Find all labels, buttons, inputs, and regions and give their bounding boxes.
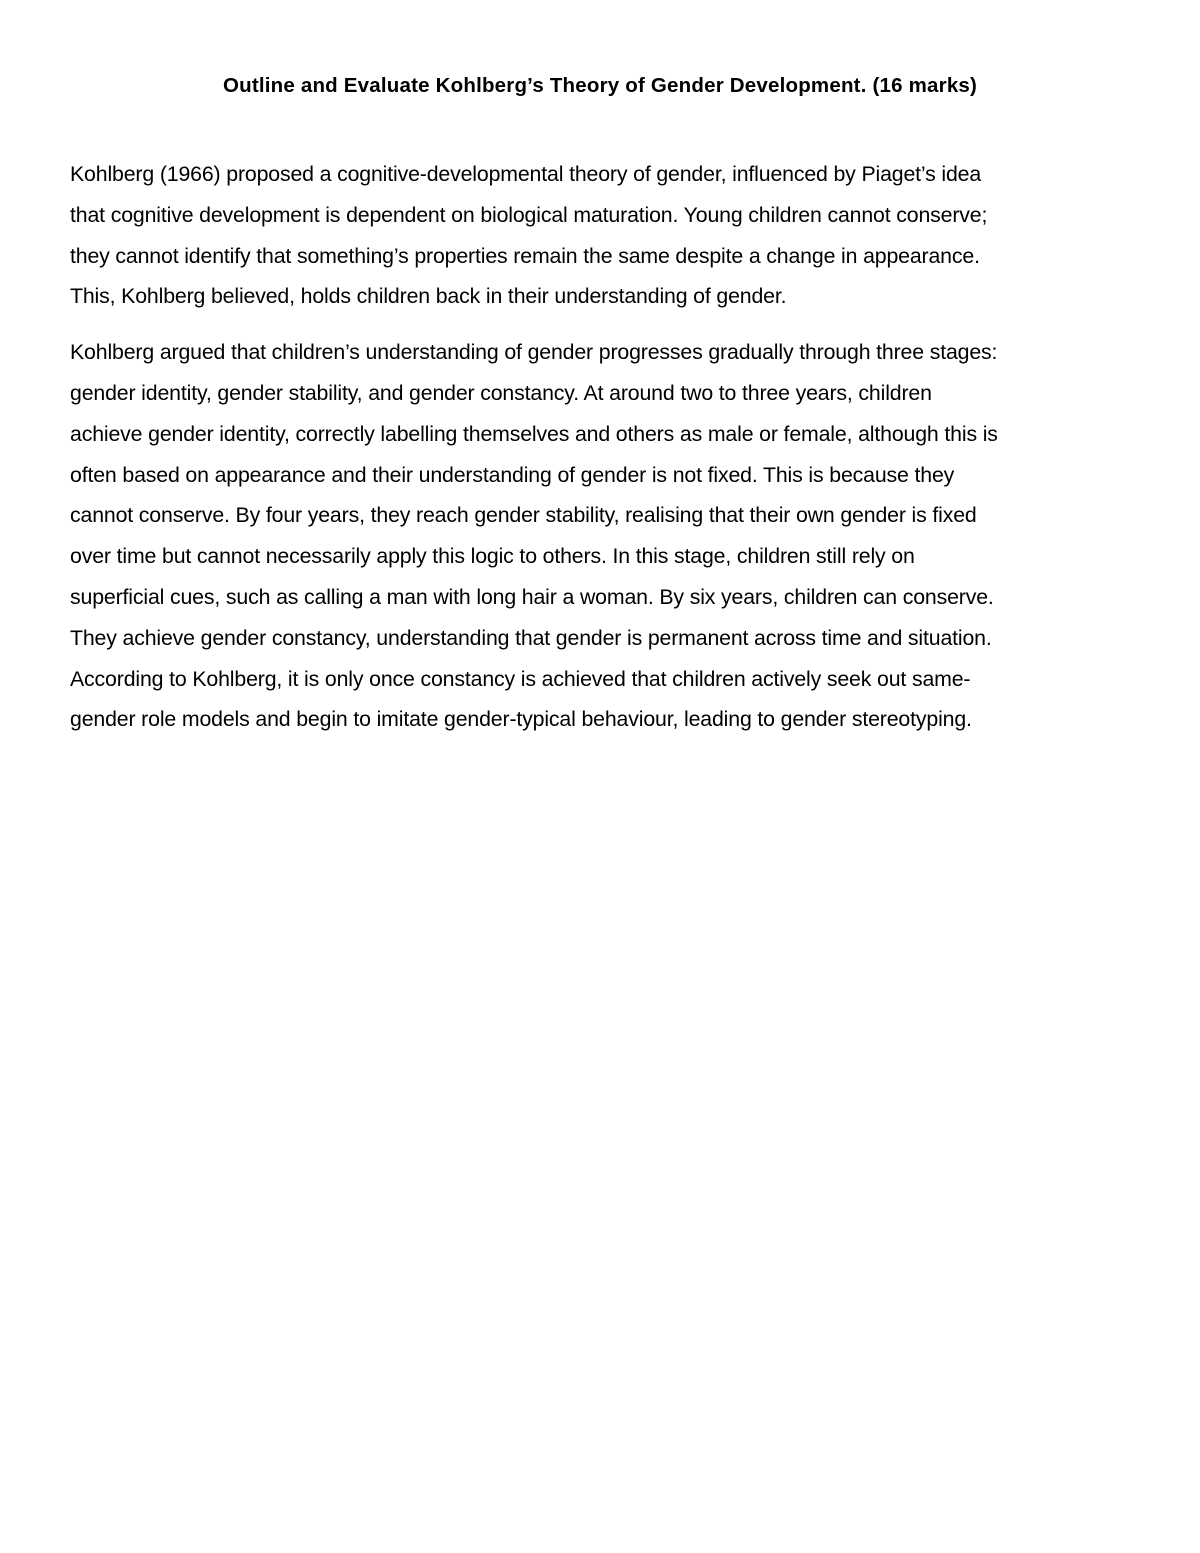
text-line: This, Kohlberg believed, holds children back in their understanding of gender. [70, 284, 787, 309]
text-line: They achieve gender constancy, understanding that gender is permanent across time and situation. [70, 625, 992, 650]
paragraph-stages [70, 332, 1132, 740]
text-line: According to Kohlberg, it is only once constancy is achieved that children actively seek out same- [70, 666, 971, 691]
text-line: over time but cannot necessarily apply this logic to others. In this stage, children still rely on [70, 544, 915, 569]
text-line: Kohlberg argued that children’s understanding of gender progresses gradually through three stages: [70, 340, 998, 365]
paragraph-intro [70, 154, 1132, 317]
document-body [70, 154, 1132, 755]
text-line: achieve gender identity, correctly labelling themselves and others as male or female, although this is [70, 421, 998, 446]
text-line: that cognitive development is dependent on biological maturation. Young children cannot conserve; [70, 202, 988, 227]
text-line: gender identity, gender stability, and gender constancy. At around two to three years, children [70, 380, 932, 405]
text-line: superficial cues, such as calling a man with long hair a woman. By six years, children can conserve. [70, 584, 994, 609]
text-line: gender role models and begin to imitate gender-typical behaviour, leading to gender stereotyping. [70, 707, 972, 732]
document-title: Outline and Evaluate Kohlberg’s Theory of Gender Development. (16 marks) [222, 74, 978, 97]
text-line: often based on appearance and their understanding of gender is not fixed. This is because they [70, 462, 955, 487]
text-line: they cannot identify that something’s properties remain the same despite a change in appearance. [70, 243, 980, 268]
text-line: Kohlberg (1966) proposed a cognitive-developmental theory of gender, influenced by Piaget’s idea [70, 162, 982, 186]
text-line: cannot conserve. By four years, they reach gender stability, realising that their own gender is fixed [70, 503, 977, 528]
